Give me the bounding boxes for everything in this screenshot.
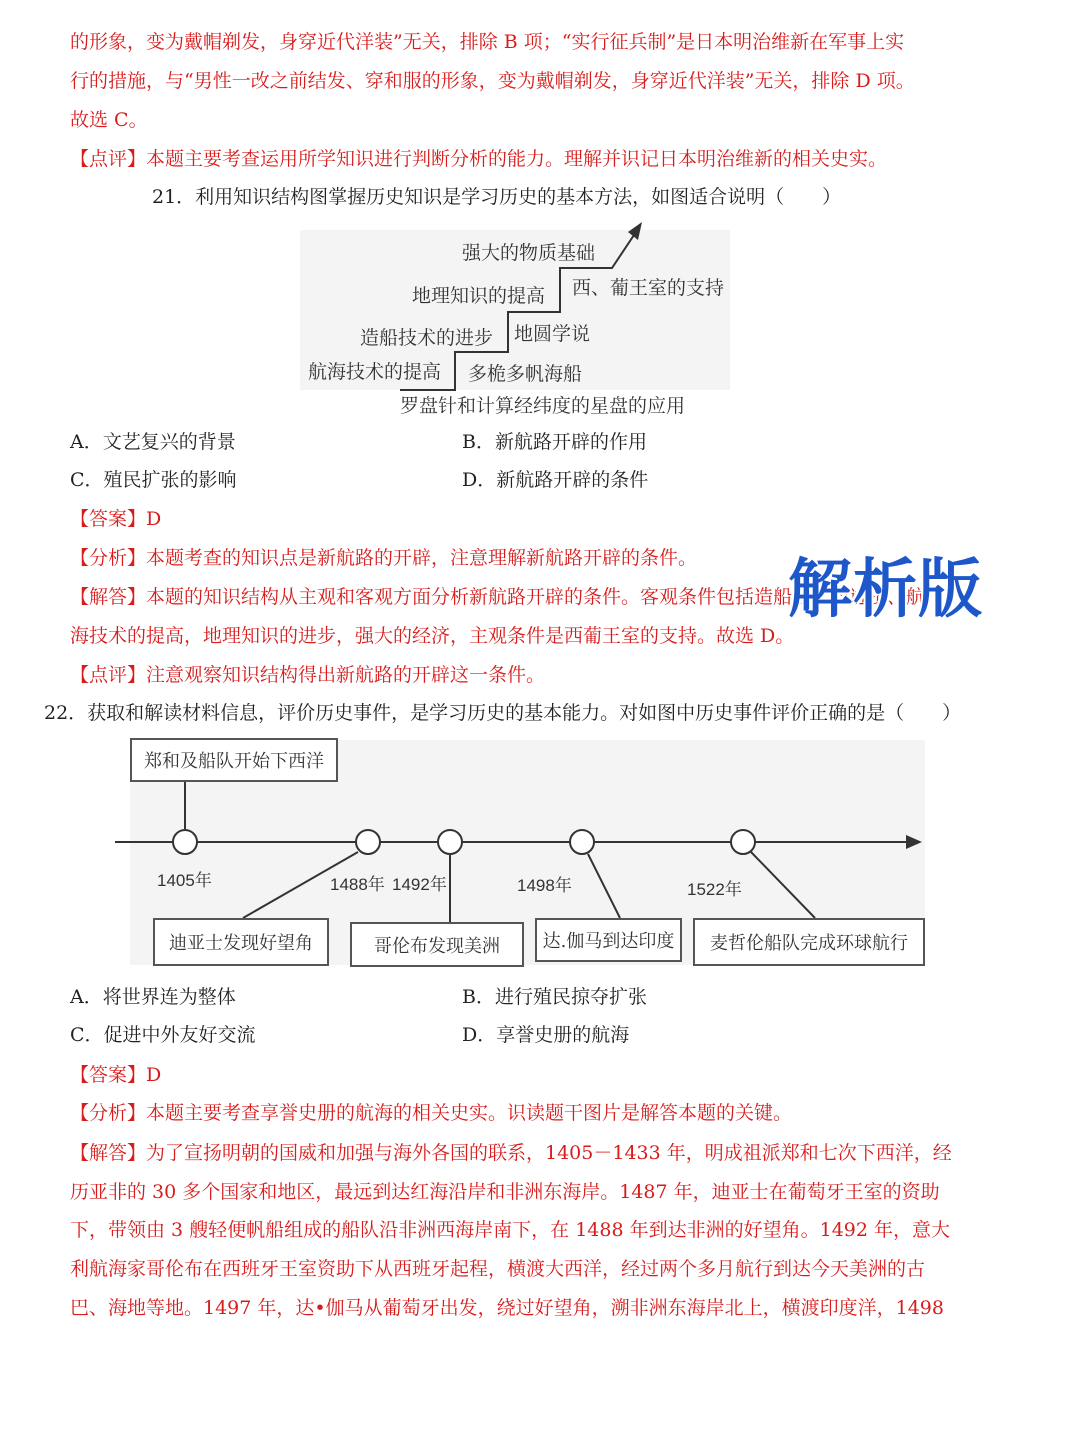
event-box: 麦哲伦船队完成环球航行 — [693, 918, 925, 966]
paragraph-line: 的形象，变为戴帽剃发，身穿近代洋装”无关，排除 B 项；“实行征兵制”是日本明治维新在军事上实 — [70, 31, 905, 53]
timeline-node — [356, 830, 380, 854]
year-label: 1492年 — [392, 875, 447, 894]
connector-line — [751, 852, 815, 918]
paragraph-line: 故选 C。 — [70, 109, 148, 131]
timeline-node — [438, 830, 462, 854]
analysis-line: 【分析】本题主要考查享誉史册的航海的相关史实。识读题干图片是解答本题的关键。 — [70, 1102, 793, 1124]
comment-line: 【点评】注意观察知识结构得出新航路的开辟这一条件。 — [70, 664, 546, 686]
option-d: D．享誉史册的航海 — [462, 1024, 630, 1046]
event-box: 郑和及船队开始下西洋 — [130, 738, 338, 782]
connector-line — [588, 854, 620, 918]
timeline-node — [570, 830, 594, 854]
solution-line: 【解答】本题的知识结构从主观和客观方面分析新航路开辟的条件。客观条件包括造船技术的进步、航 — [70, 586, 926, 608]
solution-line: 下，带领由 3 艘轻便帆船组成的船队沿非洲西海岸南下，在 1488 年到达非洲的好望角。1492 年，意大 — [70, 1219, 950, 1241]
option-c: C．殖民扩张的影响 — [70, 469, 237, 491]
watermark-label: 解析版 — [788, 553, 983, 627]
option-a: A．文艺复兴的背景 — [70, 431, 236, 453]
solution-line: 【解答】为了宣扬明朝的国威和加强与海外各国的联系，1405－1433 年，明成祖派郑和七次下西洋，经 — [70, 1142, 952, 1164]
paragraph-line: 行的措施，与“男性一改之前结发、穿和服的形象，变为戴帽剃发，身穿近代洋装”无关，排除 D 项。 — [70, 70, 915, 92]
solution-line: 海技术的提高，地理知识的进步，强大的经济，主观条件是西葡王室的支持。故选 D。 — [70, 625, 795, 647]
solution-line: 巴、海地等地。1497 年，达•伽马从葡萄牙出发，绕过好望角，溯非洲东海岸北上，横渡印度洋，1498 — [70, 1297, 944, 1319]
question-22-stem: 22．获取和解读材料信息，评价历史事件，是学习历史的基本能力。对如图中历史事件评价正确的是（ ） — [44, 702, 962, 724]
condition-label: 西、葡王室的支持 — [572, 277, 725, 299]
event-box: 达.伽马到达印度 — [535, 918, 682, 962]
analysis-line: 【分析】本题考查的知识点是新航路的开辟，注意理解新航路开辟的条件。 — [70, 547, 698, 569]
condition-label: 罗盘针和计算经纬度的星盘的应用 — [400, 395, 686, 417]
answer-line: 【答案】D — [70, 1064, 162, 1086]
step-label: 地理知识的提高 — [412, 285, 546, 307]
option-c: C．促进中外友好交流 — [70, 1024, 256, 1046]
timeline-arrow-icon — [906, 835, 922, 849]
event-box: 哥伦布发现美洲 — [350, 922, 524, 967]
condition-label: 地圆学说 — [514, 323, 591, 345]
step-label: 航海技术的提高 — [308, 361, 442, 383]
year-label: 1405年 — [157, 871, 212, 890]
timeline-node — [731, 830, 755, 854]
timeline-node — [173, 830, 197, 854]
condition-label: 多桅多帆海船 — [468, 363, 583, 385]
option-b: B．新航路开辟的作用 — [462, 431, 647, 453]
question-21-stem: 21．利用知识结构图掌握历史知识是学习历史的基本方法，如图适合说明（ ） — [152, 186, 842, 208]
option-d: D．新航路开辟的条件 — [462, 469, 649, 491]
option-a: A．将世界连为整体 — [70, 986, 236, 1008]
answer-line: 【答案】D — [70, 508, 162, 530]
step-label: 造船技术的进步 — [360, 327, 494, 349]
year-label: 1488年 — [330, 875, 385, 894]
event-box: 迪亚士发现好望角 — [153, 918, 329, 966]
year-label: 1522年 — [687, 880, 742, 899]
solution-line: 历亚非的 30 多个国家和地区，最远到达红海沿岸和非洲东海岸。1487 年，迪亚士在葡萄牙王室的资助 — [70, 1181, 940, 1203]
year-label: 1498年 — [517, 876, 572, 895]
option-b: B．进行殖民掠夺扩张 — [462, 986, 647, 1008]
comment-line: 【点评】本题主要考查运用所学知识进行判断分析的能力。理解并识记日本明治维新的相关史实。 — [70, 148, 888, 170]
step-label: 强大的物质基础 — [462, 242, 596, 264]
solution-line: 利航海家哥伦布在西班牙王室资助下从西班牙起程，横渡大西洋，经过两个多月航行到达今天美洲的古 — [70, 1258, 926, 1280]
